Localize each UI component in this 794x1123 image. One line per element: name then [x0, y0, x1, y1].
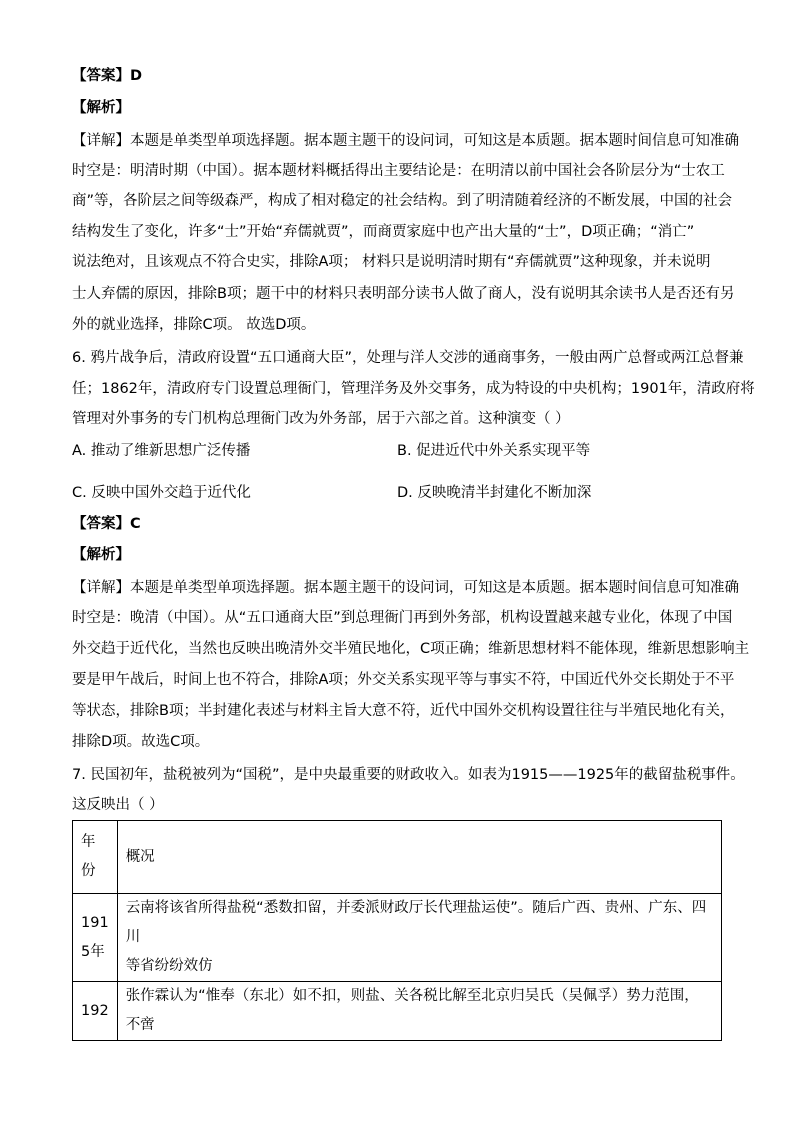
year-line: 192 [81, 1002, 109, 1019]
q6-stem-line: 管理对外事务的专门机构总理衙门改为外务部，居于六部之首。这种演变（ ） [72, 411, 570, 427]
year-header-cell [73, 821, 118, 894]
year-cell [73, 982, 118, 1041]
q6-option-b: B. 促进近代中外关系实现平等 [397, 443, 591, 459]
q5-analysis-label: 【解析】 [72, 100, 130, 116]
q6-detail-line: 外交趋于近代化，当然也反映出晚清外交半殖民地化，C项正确；维新思想材料不能体现，维新思想影响主 [72, 641, 750, 657]
summary-cell [117, 894, 721, 982]
q5-detail-line: 结构发生了变化，许多“士”开始“弃儒就贾”，而商贾家庭中也产出大量的“士”，D项正确；“消亡” [72, 224, 695, 240]
q7-stem-line: 7. 民国初年，盐税被列为“国税”，是中央最重要的财政收入。如表为1915——1925年的截留盐税事件。 [72, 767, 745, 783]
q5-detail-line: 【详解】本题是单类型单项选择题。据本题主题干的设问词，可知这是本质题。据本题时间信息可知准确 [72, 133, 739, 149]
q6-detail-line: 排除D项。故选C项。 [72, 734, 210, 750]
q6-detail-line: 【详解】本题是单类型单项选择题。据本题主题干的设问词，可知这是本质题。据本题时间信息可知准确 [72, 580, 739, 596]
q6-stem-line: 任；1862年，清政府专门设置总理衙门，管理洋务及外交事务，成为特设的中央机构；1901年，清政府将 [72, 381, 755, 397]
table-row [73, 982, 722, 1041]
q6-analysis-label: 【解析】 [72, 547, 130, 563]
q6-detail-line: 等状态，排除B项；半封建化表述与材料主旨大意不符，近代中国外交机构设置往往与半殖民地化有关， [72, 703, 735, 719]
q6-detail-line: 要是甲午战后，时间上也不符合，排除A项；外交关系实现平等与事实不符，中国近代外交长期处于不平 [72, 672, 735, 688]
q6-stem-line: 6. 鸦片战争后，清政府设置“五口通商大臣”，处理与洋人交涉的通商事务，一般由两广总督或两江总督兼 [72, 350, 744, 366]
q6-answer: 【答案】C [72, 516, 141, 532]
summary-line: 云南将该省所得盐税“悉数扣留，并委派财政厅长代理盐运使”。随后广西、贵州、广东、四川 [125, 900, 707, 945]
q5-detail-line: 士人弃儒的原因，排除B项；题干中的材料只表明部分读书人做了商人，没有说明其余读书人是否还有另 [72, 286, 735, 302]
salt-tax-table [72, 820, 722, 1041]
year-header-line: 年 [81, 834, 96, 850]
q6-option-c: C. 反映中国外交趋于近代化 [72, 485, 251, 501]
q5-detail-line: 说法绝对，且该观点不符合史实，排除A项； 材料只是说明清时期有“弃儒就贾”这种现象，并未说明 [72, 254, 711, 270]
summary-line: 张作霖认为“惟奉（东北）如不扣，则盐、关各税比解至北京归吴氏（吴佩孚）势力范围，不啻 [125, 988, 699, 1033]
table-header-row [73, 821, 722, 894]
q5-detail-line: 时空是：明清时期（中国）。据本题材料概括得出主要结论是：在明清以前中国社会各阶层分为“士农工 [72, 163, 725, 179]
q5-answer: 【答案】D [72, 68, 143, 84]
summary-line: 等省纷纷效仿 [125, 958, 213, 974]
table-row [73, 894, 722, 982]
q6-option-d: D. 反映晚清半封建化不断加深 [397, 485, 592, 501]
q6-option-a: A. 推动了维新思想广泛传播 [72, 443, 251, 459]
q7-stem-line: 这反映出（ ） [72, 797, 164, 813]
year-cell [73, 894, 118, 982]
year-line: 5年 [81, 943, 105, 960]
q5-detail-line: 外的就业选择，排除C项。 故选D项。 [72, 317, 316, 333]
summary-cell [117, 982, 721, 1041]
year-header-line: 份 [81, 863, 96, 879]
year-line: 191 [81, 914, 109, 931]
q6-detail-line: 时空是：晚清（中国）。从“五口通商大臣”到总理衙门再到外务部，机构设置越来越专业化，体现了中国 [72, 610, 733, 626]
summary-header-cell: 概况 [117, 821, 721, 894]
q5-detail-line: 商”等，各阶层之间等级森严，构成了相对稳定的社会结构。到了明清随着经济的不断发展，中国的社会 [72, 193, 733, 209]
